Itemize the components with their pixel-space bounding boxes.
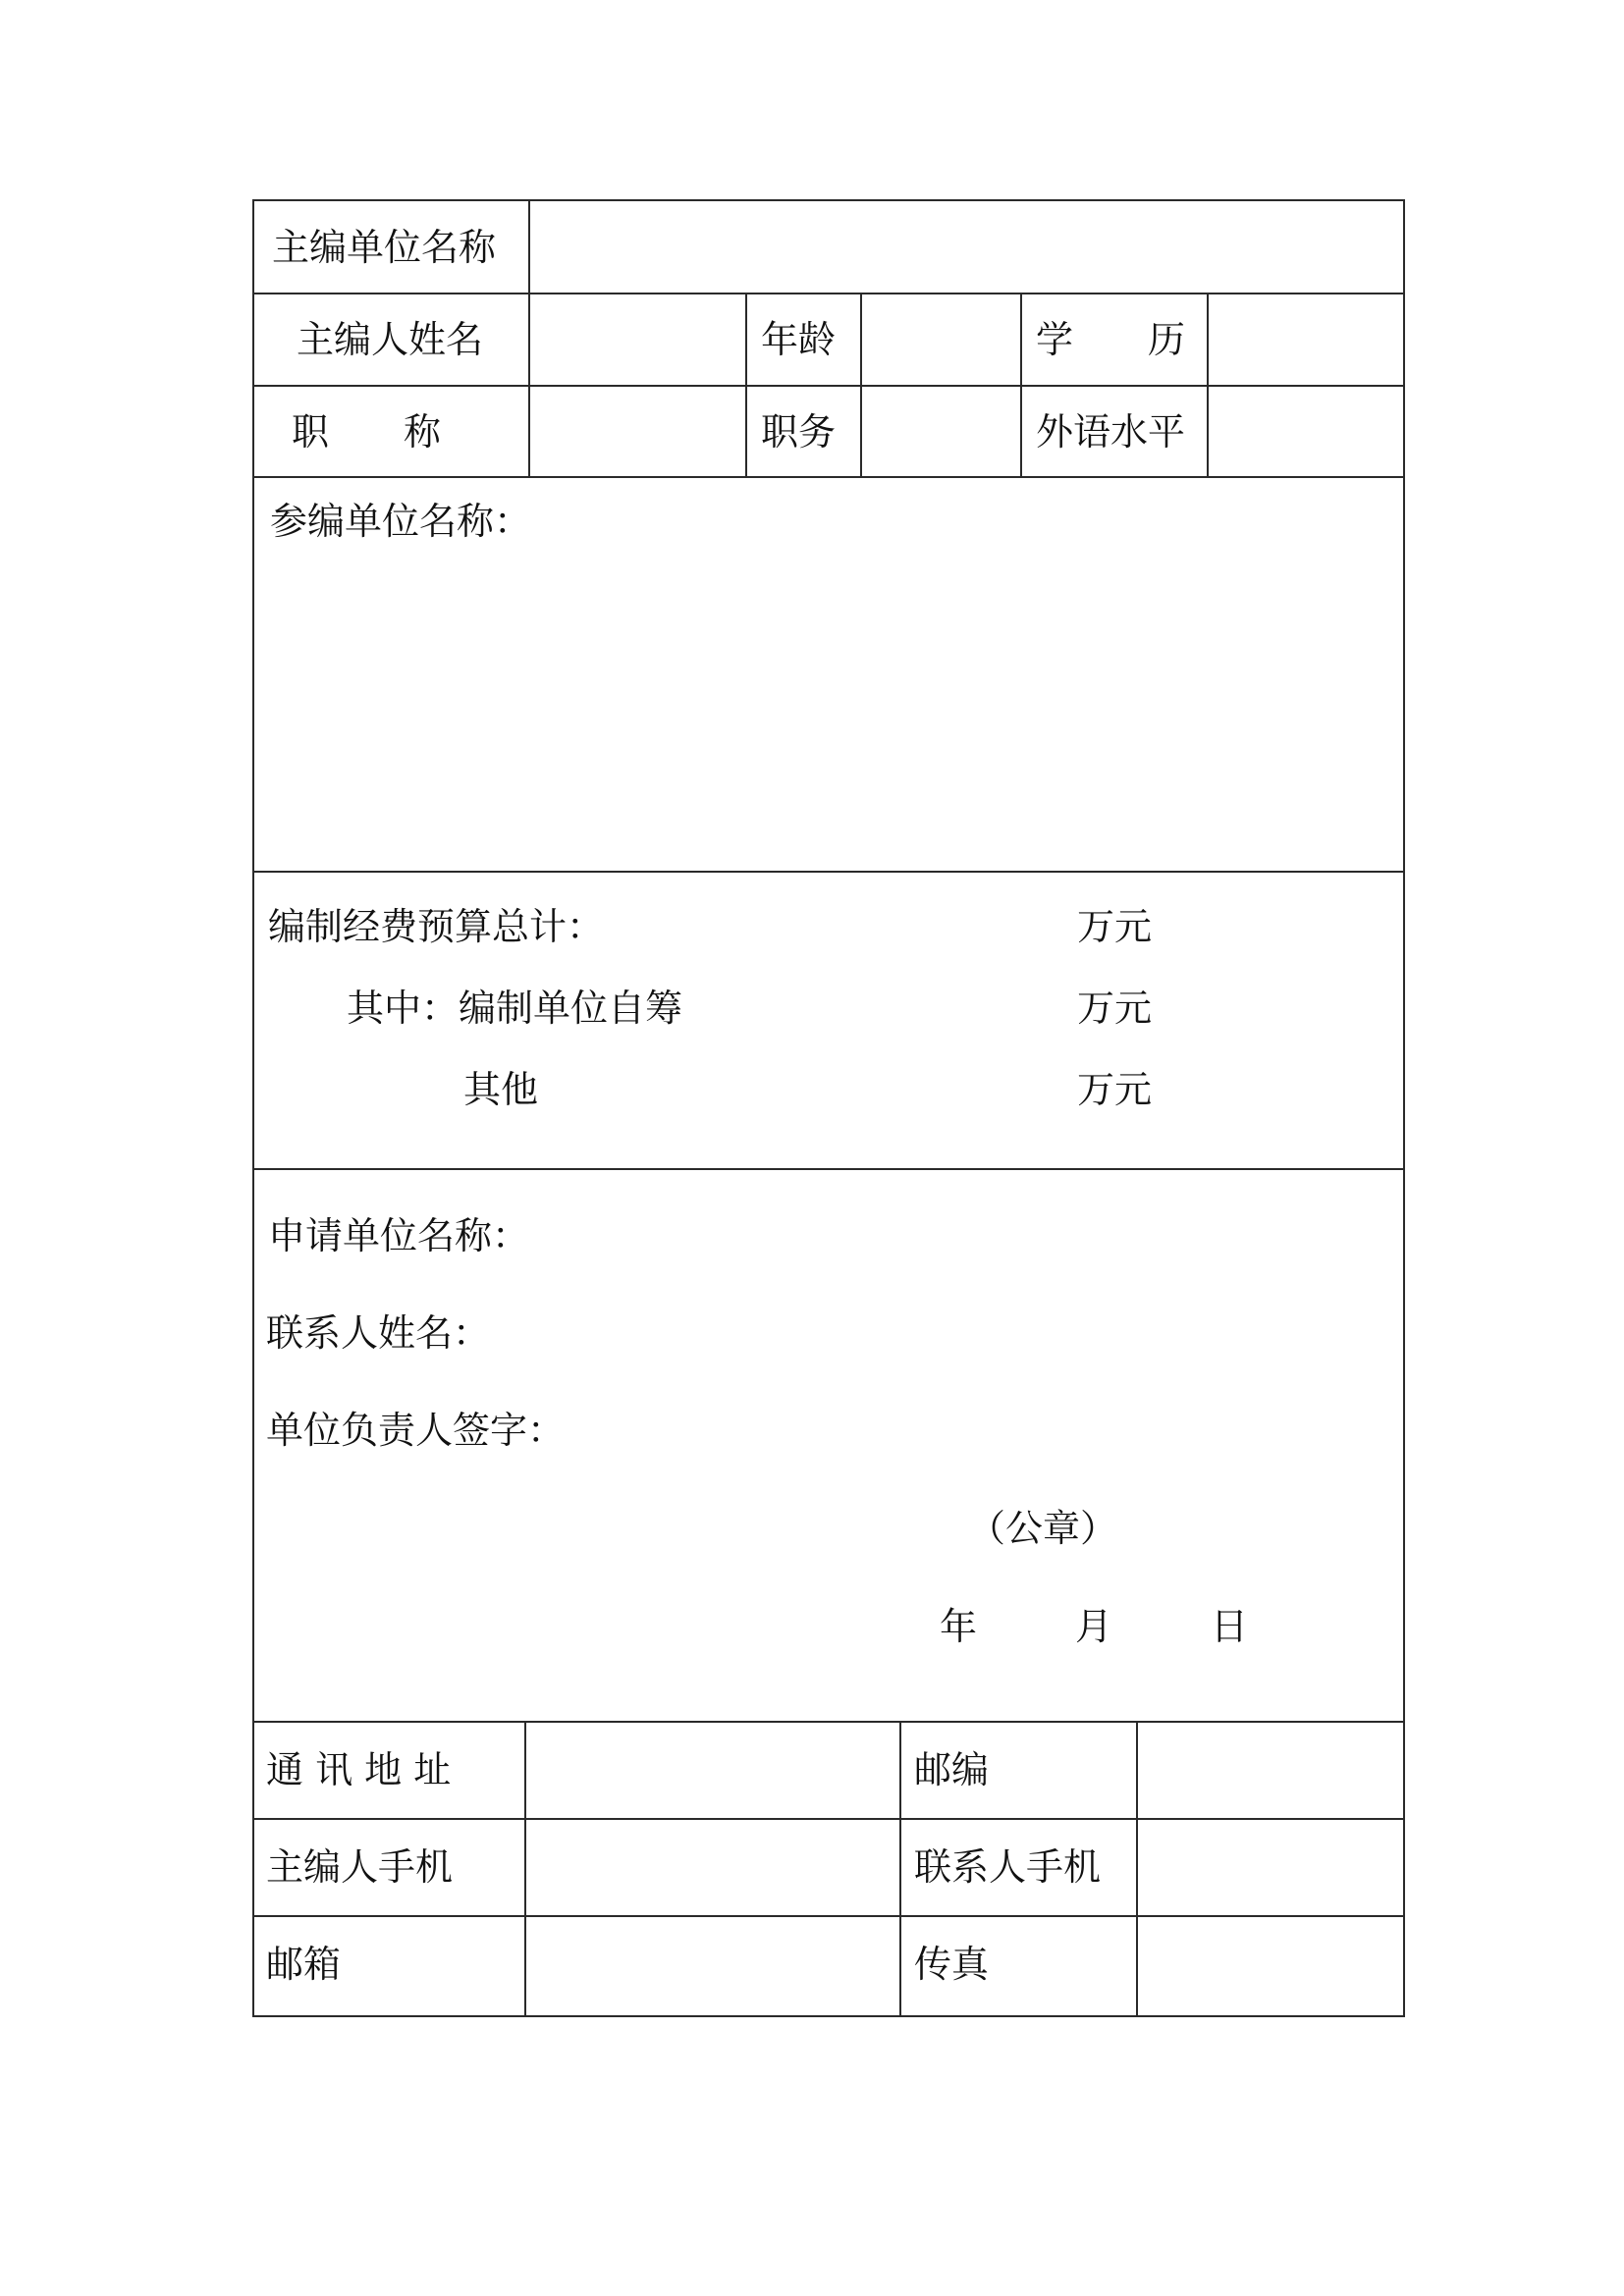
position-field[interactable] [863,388,1018,475]
editor-name-field[interactable] [531,295,743,384]
editor-phone-field[interactable] [527,1821,897,1914]
contact-phone-field[interactable] [1139,1821,1403,1914]
column-divider [860,293,862,478]
language-label: 外语水平 [1036,410,1186,454]
address-label: 通 讯 地 址 [266,1748,452,1791]
age-field[interactable] [863,295,1018,384]
row-divider [254,293,1403,294]
budget-other-unit: 万元 [1077,1068,1153,1111]
education-label: 学 历 [1036,318,1186,361]
email-field[interactable] [527,1918,897,2015]
age-label: 年龄 [761,318,837,361]
column-divider [745,293,747,478]
editor-unit-field[interactable] [531,203,1403,292]
postcode-label: 邮编 [914,1748,990,1791]
contact-name-label: 联系人姓名： [266,1311,491,1355]
budget-self-unit: 万元 [1077,987,1153,1030]
column-divider [1020,293,1022,478]
budget-other-label: 其他 [463,1068,539,1111]
title-label: 职 称 [292,410,442,454]
application-form-table [252,199,1405,2017]
editor-name-label: 主编人姓名 [297,318,484,361]
budget-self-label: 其中：编制单位自筹 [347,987,683,1030]
official-seal-label: （公章） [968,1507,1118,1550]
contact-phone-label: 联系人手机 [914,1845,1102,1889]
title-field[interactable] [531,388,743,475]
column-divider [524,1721,526,2017]
participating-units-field[interactable] [256,547,1403,869]
row-divider [254,1168,1403,1170]
row-divider [254,1915,1403,1917]
address-field[interactable] [527,1724,897,1817]
language-field[interactable] [1210,388,1403,475]
date-day-label: 日 [1211,1605,1249,1648]
row-divider [254,871,1403,873]
date-month-label: 月 [1075,1605,1113,1648]
editor-phone-label: 主编人手机 [266,1845,454,1889]
signature-label: 单位负责人签字： [266,1409,566,1452]
row-divider [254,385,1403,387]
fax-label: 传真 [914,1943,990,1986]
column-divider [1136,1721,1138,2017]
email-label: 邮箱 [266,1943,342,1986]
date-year-label: 年 [940,1605,978,1648]
applicant-unit-label: 申请单位名称： [268,1214,530,1257]
fax-field[interactable] [1139,1918,1403,2015]
editor-unit-label: 主编单位名称 [272,226,497,269]
budget-total-label: 编制经费预算总计： [268,905,605,948]
row-divider [254,1721,1403,1723]
column-divider [1207,293,1209,478]
education-field[interactable] [1210,295,1403,384]
position-label: 职务 [761,410,837,454]
postcode-field[interactable] [1139,1724,1403,1817]
row-divider [254,476,1403,478]
column-divider [899,1721,901,2017]
participating-units-label: 参编单位名称： [270,500,532,543]
row-divider [254,1818,1403,1820]
budget-total-unit: 万元 [1077,905,1153,948]
column-divider [528,201,530,478]
